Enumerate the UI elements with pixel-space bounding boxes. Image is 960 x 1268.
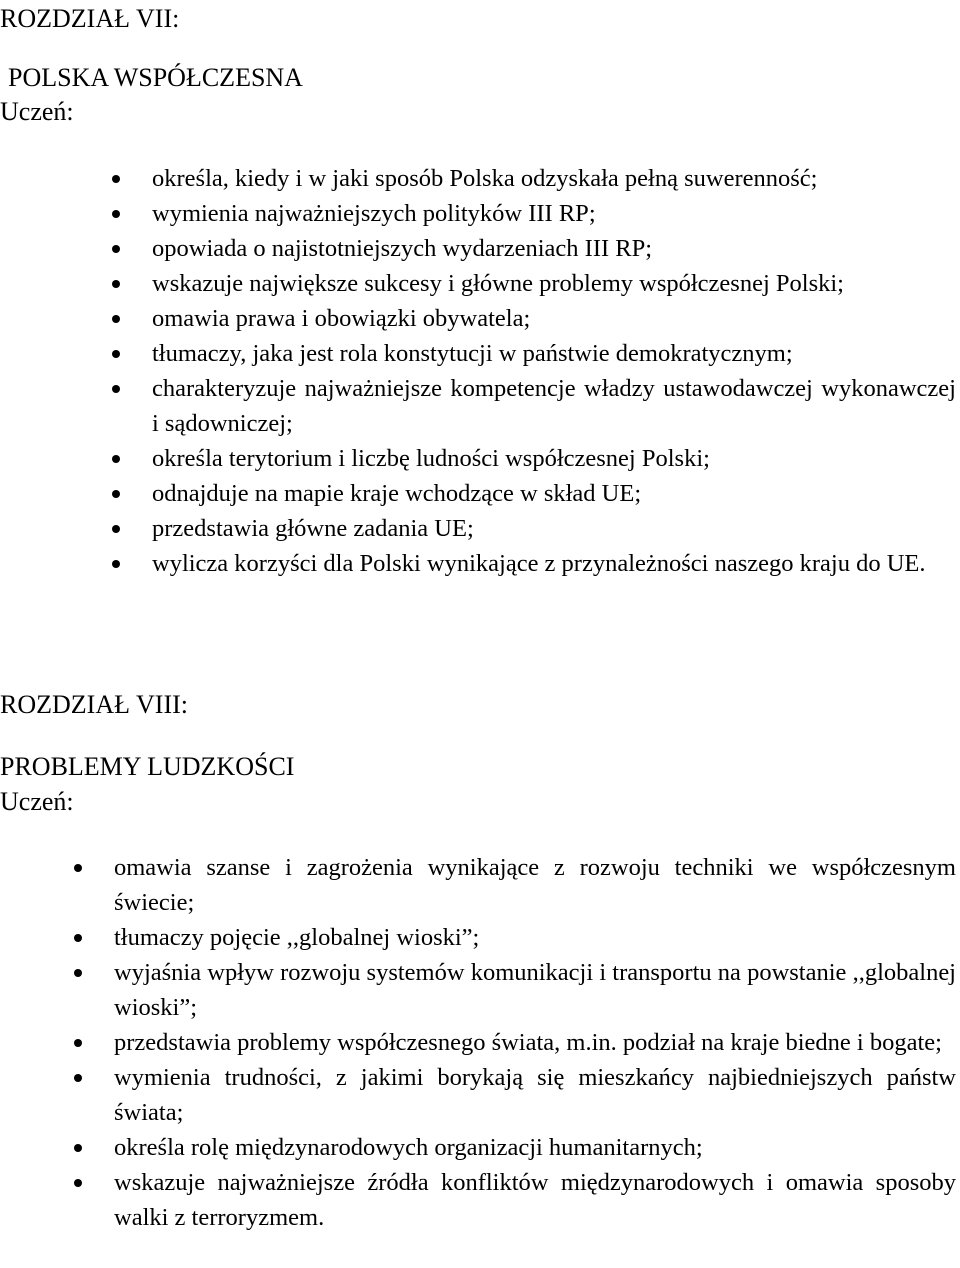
list-item xyxy=(114,1130,956,1165)
list-item-text: charakteryzuje najważniejsze kompetencje władzy ustawodawczej wykonawczej i sądowniczej; xyxy=(152,375,956,437)
bullet-icon xyxy=(112,315,120,323)
chapter7-subheading: POLSKA WSPÓŁCZESNA xyxy=(8,63,303,92)
list-item-text: wskazuje najważniejsze źródła konfliktów międzynarodowych i omawia sposoby walki z terroryzmem. xyxy=(114,1169,956,1231)
chapter8-subheading: PROBLEMY LUDZKOŚCI xyxy=(0,752,295,781)
bullet-icon xyxy=(74,934,82,942)
list-item-text: wymienia najważniejszych polityków III RP; xyxy=(152,200,596,227)
list-item-text: omawia prawa i obowiązki obywatela; xyxy=(152,305,531,332)
bullet-icon xyxy=(74,1144,82,1152)
list-item xyxy=(152,441,956,476)
bullet-icon xyxy=(112,245,120,253)
bullet-icon xyxy=(112,385,120,393)
list-item xyxy=(152,301,956,336)
bullet-icon xyxy=(112,455,120,463)
chapter8-list xyxy=(114,850,956,1235)
list-item xyxy=(152,231,956,266)
bullet-icon xyxy=(112,525,120,533)
list-item-text: przedstawia główne zadania UE; xyxy=(152,515,474,542)
list-item-text: odnajduje na mapie kraje wchodzące w skład UE; xyxy=(152,480,642,507)
chapter8-heading: ROZDZIAŁ VIII: xyxy=(0,690,188,719)
list-item xyxy=(152,476,956,511)
chapter7-list xyxy=(152,161,956,581)
bullet-icon xyxy=(112,210,120,218)
list-item xyxy=(114,1165,956,1235)
bullet-icon xyxy=(112,560,120,568)
list-item-text: omawia szanse i zagrożenia wynikające z rozwoju techniki we współczesnym świecie; xyxy=(114,854,956,916)
bullet-icon xyxy=(74,969,82,977)
bullet-icon xyxy=(74,864,82,872)
list-item-text: określa rolę międzynarodowych organizacji humanitarnych; xyxy=(114,1134,703,1161)
list-item xyxy=(152,196,956,231)
list-item-text: wylicza korzyści dla Polski wynikające z przynależności naszego kraju do UE. xyxy=(152,550,926,577)
bullet-icon xyxy=(112,280,120,288)
list-item xyxy=(152,266,956,301)
bullet-icon xyxy=(74,1039,82,1047)
list-item-text: przedstawia problemy współczesnego świata, m.in. podział na kraje biedne i bogate; xyxy=(114,1029,942,1056)
list-item xyxy=(152,336,956,371)
bullet-icon xyxy=(112,490,120,498)
list-item-text: określa terytorium i liczbę ludności współczesnej Polski; xyxy=(152,445,710,472)
list-item xyxy=(152,511,956,546)
list-item-text: wyjaśnia wpływ rozwoju systemów komunikacji i transportu na powstanie ,,globalnej wioski”; xyxy=(114,959,956,1021)
list-item-text: wskazuje największe sukcesy i główne problemy współczesnej Polski; xyxy=(152,270,844,297)
list-item-text: wymienia trudności, z jakimi borykają się mieszkańcy najbiedniejszych państw świata; xyxy=(114,1064,956,1126)
bullet-icon xyxy=(74,1179,82,1187)
bullet-icon xyxy=(74,1074,82,1082)
list-item xyxy=(114,1060,956,1130)
list-item xyxy=(114,955,956,1025)
list-item xyxy=(114,1025,956,1060)
chapter7-student-label: Uczeń: xyxy=(0,97,74,126)
list-item xyxy=(114,850,956,920)
list-item xyxy=(152,161,956,196)
list-item-text: określa, kiedy i w jaki sposób Polska odzyskała pełną suwerenność; xyxy=(152,165,818,192)
list-item-text: tłumaczy pojęcie ,,globalnej wioski”; xyxy=(114,924,480,951)
bullet-icon xyxy=(112,175,120,183)
chapter7-heading: ROZDZIAŁ VII: xyxy=(0,4,180,33)
bullet-icon xyxy=(112,350,120,358)
chapter8-student-label: Uczeń: xyxy=(0,787,74,816)
list-item xyxy=(152,546,956,581)
list-item xyxy=(152,371,956,441)
list-item xyxy=(114,920,956,955)
list-item-text: tłumaczy, jaka jest rola konstytucji w państwie demokratycznym; xyxy=(152,340,793,367)
list-item-text: opowiada o najistotniejszych wydarzeniach III RP; xyxy=(152,235,653,262)
